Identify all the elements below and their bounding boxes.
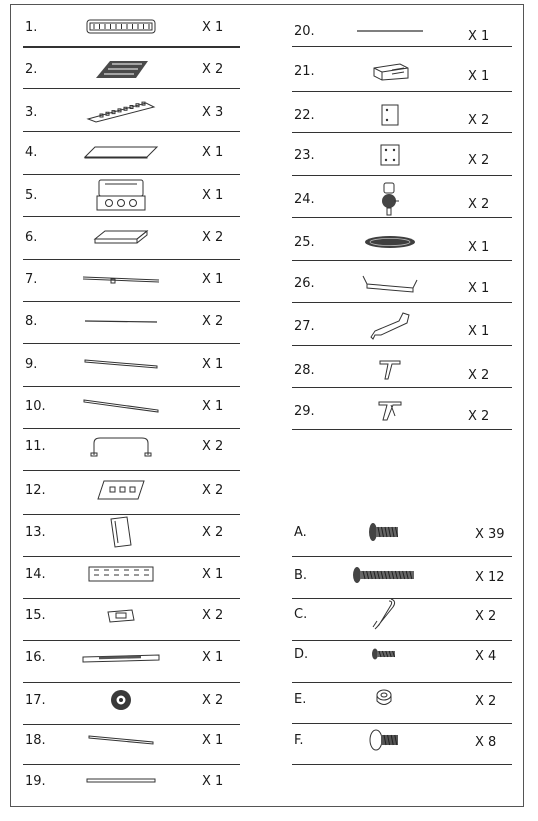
row-divider xyxy=(23,301,240,302)
hinge-bracket-icon xyxy=(104,606,138,624)
part-number: B. xyxy=(294,568,308,583)
part-quantity: X 1 xyxy=(202,357,224,372)
part-quantity: X 1 xyxy=(202,650,224,665)
row-divider xyxy=(292,723,512,724)
part-quantity: X 1 xyxy=(468,324,490,339)
row-divider xyxy=(23,470,240,471)
row-divider xyxy=(292,387,512,388)
grill-head-icon xyxy=(95,178,147,212)
short-screw-icon xyxy=(367,521,401,543)
row-divider xyxy=(292,217,512,218)
row-divider xyxy=(23,598,240,599)
row-divider xyxy=(292,46,512,47)
row-divider xyxy=(23,216,240,217)
drip-tray-icon xyxy=(83,145,159,159)
row-divider xyxy=(23,46,240,48)
t-bracket-alt-icon xyxy=(377,400,403,422)
row-divider xyxy=(23,428,240,429)
part-number: 14. xyxy=(25,567,46,582)
row-divider xyxy=(23,764,240,765)
part-quantity: X 4 xyxy=(475,649,497,664)
part-quantity: X 2 xyxy=(468,368,490,383)
row-divider xyxy=(23,88,240,89)
part-number: 3. xyxy=(25,105,38,120)
long-bolt-icon xyxy=(351,565,417,585)
mount-plate-icon xyxy=(379,143,401,167)
back-panel-icon xyxy=(87,565,155,583)
small-plate-icon xyxy=(380,103,400,127)
row-divider xyxy=(23,682,240,683)
part-number: 18. xyxy=(25,733,46,748)
row-divider xyxy=(292,640,512,641)
part-quantity: X 2 xyxy=(202,693,224,708)
part-quantity: X 2 xyxy=(202,483,224,498)
front-rail-icon xyxy=(81,274,161,284)
part-number: 7. xyxy=(25,272,38,287)
part-quantity: X 1 xyxy=(202,733,224,748)
cotter-pin-icon xyxy=(371,597,397,631)
part-number: 24. xyxy=(294,192,315,207)
part-number: 8. xyxy=(25,314,38,329)
long-bar-icon xyxy=(82,398,160,414)
part-number: 10. xyxy=(25,399,46,414)
part-quantity: X 2 xyxy=(202,230,224,245)
row-divider xyxy=(292,764,512,765)
part-quantity: X 2 xyxy=(202,62,224,77)
grease-tray-icon xyxy=(81,651,161,663)
part-number: 19. xyxy=(25,774,46,789)
part-quantity: X 2 xyxy=(202,314,224,329)
part-number: 20. xyxy=(294,24,315,39)
row-divider xyxy=(23,131,240,132)
row-divider xyxy=(23,174,240,175)
row-divider xyxy=(23,724,240,725)
part-quantity: X 1 xyxy=(468,240,490,255)
part-quantity: X 2 xyxy=(475,609,497,624)
part-number: 12. xyxy=(25,483,46,498)
part-quantity: X 1 xyxy=(202,20,224,35)
side-panel-icon xyxy=(109,515,133,549)
row-divider xyxy=(23,556,240,557)
grill-grate-icon xyxy=(86,19,156,35)
part-number: 9. xyxy=(25,357,38,372)
part-number: 13. xyxy=(25,525,46,540)
base-plate-icon xyxy=(96,479,146,501)
part-quantity: X 39 xyxy=(475,527,505,542)
part-quantity: X 1 xyxy=(468,281,490,296)
row-divider xyxy=(23,640,240,641)
gas-regulator-icon xyxy=(379,181,401,217)
row-divider xyxy=(292,556,512,557)
part-number: 23. xyxy=(294,148,315,163)
part-number: 26. xyxy=(294,276,315,291)
part-quantity: X 2 xyxy=(202,525,224,540)
cross-bar-icon xyxy=(83,358,159,370)
u-bracket-icon xyxy=(361,274,419,292)
part-quantity: X 2 xyxy=(468,197,490,212)
bottom-rail-icon xyxy=(85,777,157,785)
part-quantity: X 1 xyxy=(202,774,224,789)
handle-icon xyxy=(88,435,154,457)
row-divider xyxy=(292,682,512,683)
part-quantity: X 1 xyxy=(202,145,224,160)
part-quantity: X 8 xyxy=(475,735,497,750)
part-quantity: X 1 xyxy=(202,188,224,203)
part-number: 15. xyxy=(25,608,46,623)
support-bar-icon xyxy=(87,734,155,746)
side-shelf-icon xyxy=(93,229,149,245)
part-number: C. xyxy=(294,607,308,622)
t-bracket-icon xyxy=(378,359,402,381)
part-number: 21. xyxy=(294,64,315,79)
part-number: 27. xyxy=(294,319,315,334)
flame-tamer-icon xyxy=(86,101,156,123)
thin-rod-icon xyxy=(83,319,159,323)
part-number: 17. xyxy=(25,693,46,708)
row-divider xyxy=(23,343,240,344)
part-number: 29. xyxy=(294,404,315,419)
round-grill-icon xyxy=(363,234,417,250)
row-divider xyxy=(23,386,240,387)
part-number: 2. xyxy=(25,62,38,77)
nut-icon xyxy=(374,688,394,710)
part-quantity: X 1 xyxy=(468,69,490,84)
part-number: 4. xyxy=(25,145,38,160)
part-number: D. xyxy=(294,647,309,662)
row-divider xyxy=(292,132,512,133)
part-quantity: X 1 xyxy=(202,567,224,582)
part-quantity: X 12 xyxy=(475,570,505,585)
wheel-bolt-icon xyxy=(368,728,400,752)
part-quantity: X 2 xyxy=(468,113,490,128)
wheel-icon xyxy=(109,688,133,712)
part-quantity: X 2 xyxy=(468,153,490,168)
part-number: 25. xyxy=(294,235,315,250)
part-quantity: X 2 xyxy=(202,439,224,454)
part-number: 28. xyxy=(294,363,315,378)
row-divider xyxy=(292,345,512,346)
part-number: F. xyxy=(294,733,304,748)
part-quantity: X 1 xyxy=(202,399,224,414)
cooking-grate-icon xyxy=(92,58,150,80)
part-number: 5. xyxy=(25,188,38,203)
part-quantity: X 3 xyxy=(202,105,224,120)
row-divider xyxy=(292,91,512,92)
row-divider xyxy=(292,302,512,303)
part-quantity: X 1 xyxy=(468,29,490,44)
part-quantity: X 2 xyxy=(468,409,490,424)
part-quantity: X 1 xyxy=(202,272,224,287)
part-number: E. xyxy=(294,692,307,707)
small-screw-icon xyxy=(370,648,398,660)
part-number: 22. xyxy=(294,108,315,123)
heat-shield-icon xyxy=(370,60,410,82)
part-number: 16. xyxy=(25,650,46,665)
row-divider xyxy=(23,259,240,260)
part-number: 1. xyxy=(25,20,38,35)
angle-bracket-icon xyxy=(369,311,411,341)
part-number: 6. xyxy=(25,230,38,245)
row-divider xyxy=(292,175,512,176)
part-number: 11. xyxy=(25,439,46,454)
row-divider xyxy=(292,429,512,430)
part-number: A. xyxy=(294,525,307,540)
pin-rod-icon xyxy=(355,29,425,33)
row-divider xyxy=(292,598,512,599)
part-quantity: X 2 xyxy=(475,694,497,709)
part-quantity: X 2 xyxy=(202,608,224,623)
row-divider xyxy=(292,260,512,261)
